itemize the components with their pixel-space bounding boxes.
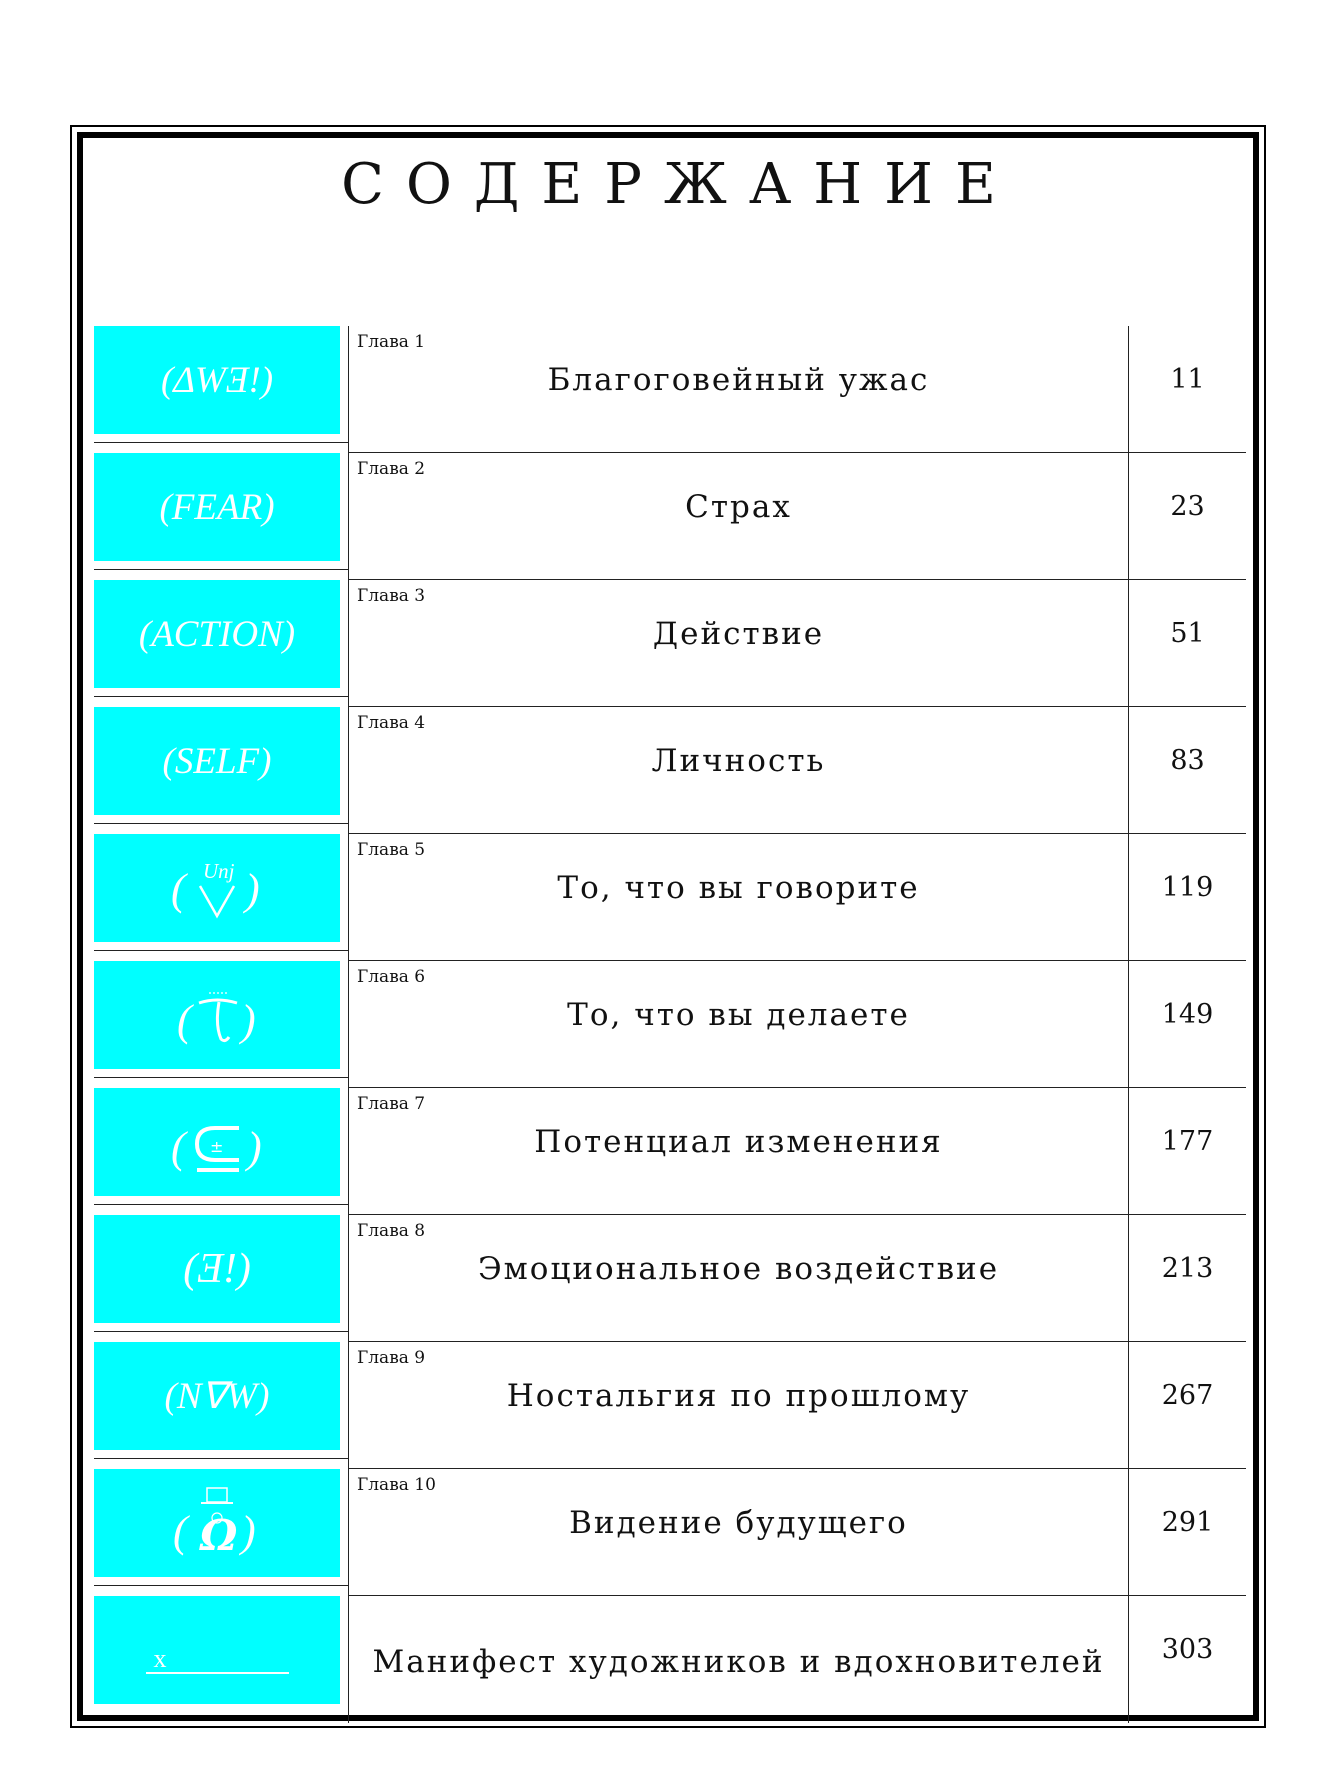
page-title: СОДЕРЖАНИЕ bbox=[341, 152, 1018, 217]
nabla-unj-badge bbox=[94, 834, 340, 942]
page-number: 83 bbox=[1128, 707, 1246, 834]
toc-row-10[interactable] bbox=[94, 1469, 1246, 1596]
toc-row-9[interactable] bbox=[94, 1342, 1246, 1469]
subset-plusminus-icon bbox=[157, 1102, 277, 1182]
nabla-unj-icon bbox=[157, 848, 277, 928]
unj-superscript: Unj bbox=[203, 859, 235, 883]
page-number: 51 bbox=[1128, 580, 1246, 707]
chapter-label: Глава 8 bbox=[357, 1221, 426, 1241]
toc-row-8[interactable] bbox=[94, 1215, 1246, 1342]
toc-row-6[interactable] bbox=[94, 961, 1246, 1088]
chapter-title: Страх bbox=[685, 489, 792, 525]
chapter-label: Глава 7 bbox=[357, 1094, 426, 1114]
chapter-title: Манифест художников и вдохновителей bbox=[372, 1644, 1105, 1680]
chapter-title: Личность bbox=[651, 743, 826, 779]
self-badge: (SELF) bbox=[94, 707, 340, 815]
page-number: 149 bbox=[1128, 961, 1246, 1088]
toc-row-4[interactable] bbox=[94, 707, 1246, 834]
chapter-title: То, что вы делаете bbox=[567, 997, 910, 1033]
chapter-label: Глава 10 bbox=[357, 1475, 436, 1495]
signature-line-icon: x bbox=[146, 1646, 289, 1674]
page-number: 11 bbox=[1128, 326, 1246, 453]
toc-row-2[interactable] bbox=[94, 453, 1246, 580]
tau-badge bbox=[94, 961, 340, 1069]
signature-badge bbox=[94, 1596, 340, 1704]
chapter-title: Ностальгия по прошлому bbox=[506, 1378, 971, 1414]
page-number: 267 bbox=[1128, 1342, 1246, 1469]
tau-icon bbox=[157, 975, 277, 1055]
chapter-title: Благоговейный ужас bbox=[547, 362, 930, 398]
chapter-title: Видение будущего bbox=[569, 1505, 908, 1541]
chapter-label: Глава 4 bbox=[357, 713, 426, 733]
svg-text:±: ± bbox=[210, 1137, 224, 1156]
svg-text:): ) bbox=[245, 865, 260, 914]
chapter-label: Глава 2 bbox=[357, 459, 426, 479]
chapter-title: То, что вы говорите bbox=[557, 870, 920, 906]
svg-text:): ) bbox=[247, 1123, 262, 1172]
page-number: 213 bbox=[1128, 1215, 1246, 1342]
svg-text:(: ( bbox=[177, 996, 192, 1045]
toc-row-5[interactable] bbox=[94, 834, 1246, 961]
page-number: 303 bbox=[1128, 1596, 1246, 1723]
svg-text:(: ( bbox=[171, 1123, 186, 1172]
chapter-label: Глава 3 bbox=[357, 586, 426, 606]
page-number: 177 bbox=[1128, 1088, 1246, 1215]
chapter-label: Глава 9 bbox=[357, 1348, 426, 1368]
now-badge: (N∇W) bbox=[94, 1342, 340, 1450]
toc-row-1[interactable] bbox=[94, 326, 1246, 453]
page-number: 291 bbox=[1128, 1469, 1246, 1596]
omega-badge bbox=[94, 1469, 340, 1577]
subset-badge bbox=[94, 1088, 340, 1196]
svg-text:(: ( bbox=[173, 1507, 188, 1556]
awe-badge: (ΔWƎ!) bbox=[94, 326, 340, 434]
svg-text:): ) bbox=[241, 996, 256, 1045]
svg-text:Ω: Ω bbox=[200, 1511, 238, 1560]
chapter-title: Действие bbox=[652, 616, 825, 652]
chapter-title: Потенциал изменения bbox=[534, 1124, 943, 1160]
toc-row-manifesto[interactable] bbox=[94, 1596, 1246, 1723]
svg-text:): ) bbox=[241, 1507, 256, 1556]
exists-badge: (Ǝ!) bbox=[94, 1215, 340, 1323]
page-number: 119 bbox=[1128, 834, 1246, 961]
chapter-label: Глава 1 bbox=[357, 332, 426, 352]
chapter-title: Эмоциональное воздействие bbox=[477, 1251, 1000, 1287]
table-of-contents bbox=[94, 326, 1246, 1723]
toc-row-3[interactable] bbox=[94, 580, 1246, 707]
chapter-label: Глава 5 bbox=[357, 840, 426, 860]
fear-badge: (FEAR) bbox=[94, 453, 340, 561]
chapter-label: Глава 6 bbox=[357, 967, 426, 987]
action-badge: (ACTION) bbox=[94, 580, 340, 688]
svg-text:(: ( bbox=[171, 865, 186, 914]
page-number: 23 bbox=[1128, 453, 1246, 580]
toc-row-7[interactable] bbox=[94, 1088, 1246, 1215]
omega-hat-icon bbox=[157, 1478, 277, 1568]
